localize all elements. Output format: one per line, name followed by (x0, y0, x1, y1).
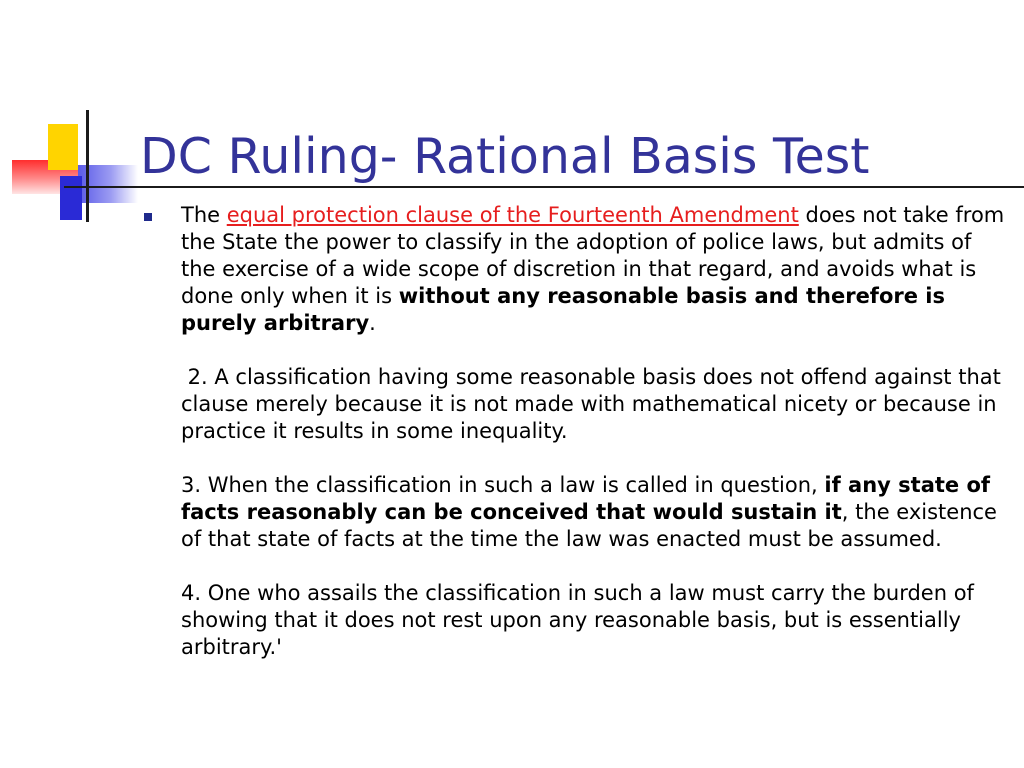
corner-ornament-blue-block (60, 176, 82, 220)
slide-title: DC Ruling- Rational Basis Test (140, 128, 870, 185)
paragraph-2: 2. A classification having some reasonable basis does not offend against that clause merely because it is not made with mathematical nicety or because in practice it results in some inequality. (181, 365, 1001, 443)
paragraph-3-end: , the existence of that state of facts at the time the law was enacted must be assumed. (181, 500, 997, 551)
paragraph-3-intro: 3. When the classification in such a law is called in question, (181, 473, 825, 497)
slide-body (181, 202, 1009, 661)
square-bullet-icon (144, 213, 152, 221)
corner-ornament-yellow-block (48, 124, 78, 170)
paragraph-3 (181, 472, 1009, 553)
paragraph-1-end: . (369, 311, 376, 335)
corner-ornament-vertical-line (86, 110, 89, 222)
paragraph-4: 4. One who assails the classification in such a law must carry the burden of showing that it does not rest upon any reasonable basis, but is essentially arbitrary.' (181, 581, 974, 659)
paragraph-3-bold: if any state of facts reasonably can be conceived that would sustain it (181, 473, 991, 524)
paragraph-1-intro: The (181, 203, 227, 227)
equal-protection-clause-link[interactable]: equal protection clause of the Fourteenth Amendment (226, 203, 799, 227)
paragraph-1-middle: does not take from the State the power to classify in the adoption of police laws, but admits of the exercise of a wide scope of discretion in that regard, and avoids what is done only when it is (181, 203, 1005, 308)
paragraph-1-bold: without any reasonable basis and therefore is purely arbitrary (181, 284, 945, 335)
paragraph-1 (181, 202, 1009, 337)
